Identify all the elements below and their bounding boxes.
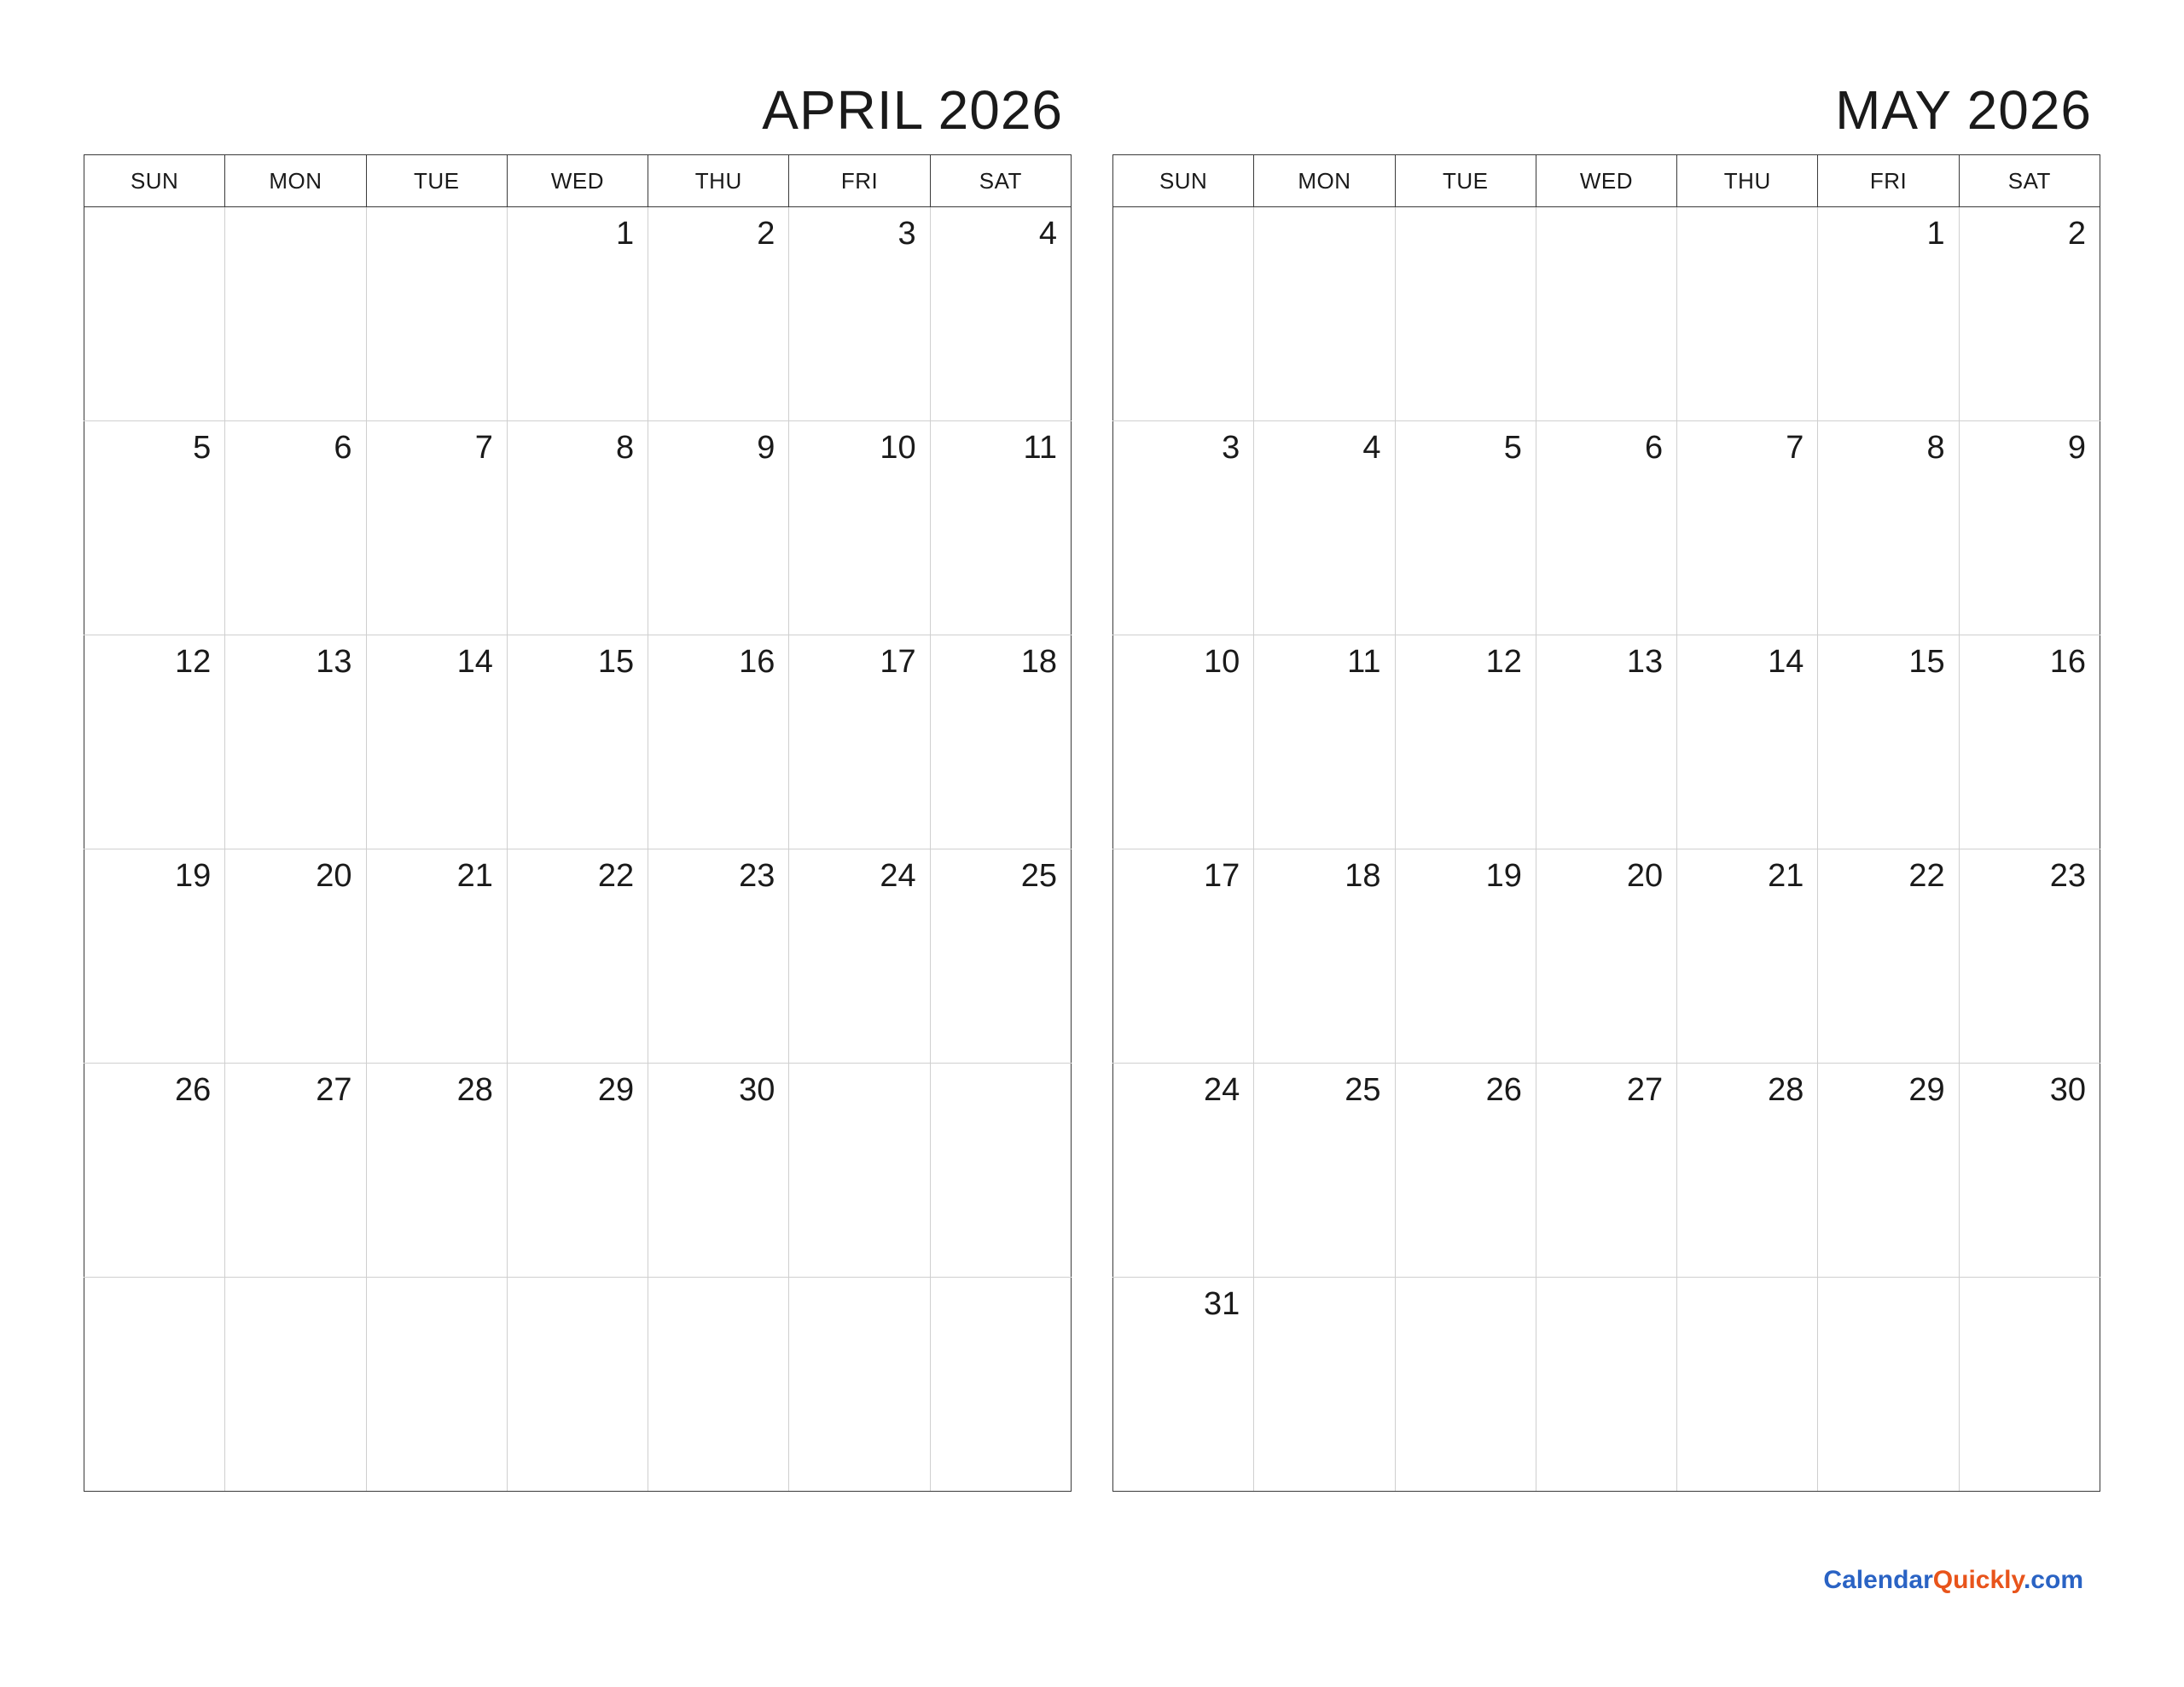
week-row — [84, 207, 1072, 421]
weekday-thu: THU — [1677, 155, 1818, 207]
day-cell[interactable]: 17 — [1113, 849, 1254, 1064]
weekday-sun: SUN — [1113, 155, 1254, 207]
day-cell[interactable]: 13 — [225, 635, 366, 849]
week-row — [1113, 421, 2100, 635]
day-cell[interactable] — [930, 1278, 1071, 1492]
day-cell[interactable]: 9 — [648, 421, 789, 635]
day-cell[interactable]: 6 — [225, 421, 366, 635]
day-cell[interactable]: 26 — [84, 1064, 225, 1278]
day-cell[interactable]: 22 — [507, 849, 648, 1064]
weekday-header-row — [84, 155, 1072, 207]
weekday-mon: MON — [225, 155, 366, 207]
day-cell[interactable]: 12 — [1395, 635, 1536, 849]
day-cell[interactable] — [84, 1278, 225, 1492]
calendar-title-april: APRIL 2026 — [762, 79, 1063, 141]
calendar-grid-april — [84, 154, 1072, 1492]
day-cell[interactable] — [1677, 1278, 1818, 1492]
weekday-header-row — [1113, 155, 2100, 207]
day-cell[interactable]: 7 — [1677, 421, 1818, 635]
day-cell[interactable]: 16 — [648, 635, 789, 849]
day-cell[interactable]: 29 — [1818, 1064, 1959, 1278]
day-cell[interactable]: 14 — [1677, 635, 1818, 849]
day-cell[interactable]: 24 — [1113, 1064, 1254, 1278]
day-cell[interactable]: 31 — [1113, 1278, 1254, 1492]
day-cell[interactable]: 12 — [84, 635, 225, 849]
weekday-tue: TUE — [366, 155, 507, 207]
weekday-thu: THU — [648, 155, 789, 207]
week-row — [84, 849, 1072, 1064]
calendar-grid-may — [1112, 154, 2100, 1492]
weekday-wed: WED — [507, 155, 648, 207]
weekday-mon: MON — [1254, 155, 1395, 207]
day-cell[interactable] — [1536, 207, 1676, 421]
day-cell[interactable]: 15 — [507, 635, 648, 849]
week-row — [84, 1278, 1072, 1492]
weekday-wed: WED — [1536, 155, 1676, 207]
weekday-sat: SAT — [1959, 155, 2100, 207]
week-row — [1113, 849, 2100, 1064]
day-cell[interactable] — [789, 1278, 930, 1492]
day-cell[interactable] — [225, 1278, 366, 1492]
day-cell[interactable]: 27 — [225, 1064, 366, 1278]
day-cell[interactable] — [1113, 207, 1254, 421]
day-cell[interactable]: 16 — [1959, 635, 2100, 849]
day-cell[interactable]: 23 — [1959, 849, 2100, 1064]
day-cell[interactable]: 4 — [930, 207, 1071, 421]
brand-part-calendar: Calendar — [1823, 1566, 1933, 1594]
day-cell[interactable]: 24 — [789, 849, 930, 1064]
calendar-pair — [84, 79, 2100, 1492]
calendar-april — [84, 79, 1072, 1492]
day-cell[interactable] — [1818, 1278, 1959, 1492]
day-cell[interactable] — [366, 207, 507, 421]
day-cell[interactable]: 19 — [1395, 849, 1536, 1064]
day-cell[interactable]: 9 — [1959, 421, 2100, 635]
site-branding[interactable] — [1823, 1566, 2083, 1595]
day-cell[interactable] — [930, 1064, 1071, 1278]
day-cell[interactable]: 29 — [507, 1064, 648, 1278]
calendar-title-may: MAY 2026 — [1835, 79, 2092, 141]
day-cell[interactable]: 8 — [1818, 421, 1959, 635]
day-cell[interactable]: 3 — [789, 207, 930, 421]
day-cell[interactable]: 3 — [1113, 421, 1254, 635]
day-cell[interactable] — [1959, 1278, 2100, 1492]
weekday-tue: TUE — [1395, 155, 1536, 207]
day-cell[interactable] — [648, 1278, 789, 1492]
weekday-sat: SAT — [930, 155, 1071, 207]
week-row — [84, 421, 1072, 635]
day-cell[interactable]: 1 — [1818, 207, 1959, 421]
day-cell[interactable]: 18 — [1254, 849, 1395, 1064]
day-cell[interactable] — [1395, 1278, 1536, 1492]
day-cell[interactable]: 25 — [930, 849, 1071, 1064]
day-cell[interactable]: 19 — [84, 849, 225, 1064]
day-cell[interactable]: 21 — [1677, 849, 1818, 1064]
day-cell[interactable]: 27 — [1536, 1064, 1676, 1278]
brand-part-domain: .com — [2023, 1566, 2083, 1594]
weekday-fri: FRI — [789, 155, 930, 207]
day-cell[interactable] — [1395, 207, 1536, 421]
day-cell[interactable] — [1254, 207, 1395, 421]
day-cell[interactable]: 20 — [225, 849, 366, 1064]
day-cell[interactable]: 26 — [1395, 1064, 1536, 1278]
day-cell[interactable]: 28 — [366, 1064, 507, 1278]
day-cell[interactable]: 17 — [789, 635, 930, 849]
day-cell[interactable]: 10 — [1113, 635, 1254, 849]
weekday-sun: SUN — [84, 155, 225, 207]
day-cell[interactable]: 11 — [930, 421, 1071, 635]
day-cell[interactable] — [789, 1064, 930, 1278]
day-cell[interactable]: 5 — [84, 421, 225, 635]
day-cell[interactable]: 2 — [648, 207, 789, 421]
day-cell[interactable] — [507, 1278, 648, 1492]
week-row — [1113, 1278, 2100, 1492]
calendar-may — [1112, 79, 2100, 1492]
day-cell[interactable]: 11 — [1254, 635, 1395, 849]
day-cell[interactable] — [1677, 207, 1818, 421]
day-cell[interactable] — [225, 207, 366, 421]
week-row — [1113, 635, 2100, 849]
day-cell[interactable]: 2 — [1959, 207, 2100, 421]
brand-part-quickly: Quickly — [1932, 1566, 2024, 1594]
week-row — [1113, 207, 2100, 421]
day-cell[interactable]: 8 — [507, 421, 648, 635]
day-cell[interactable]: 6 — [1536, 421, 1676, 635]
day-cell[interactable]: 18 — [930, 635, 1071, 849]
day-cell[interactable]: 21 — [366, 849, 507, 1064]
week-row — [1113, 1064, 2100, 1278]
day-cell[interactable]: 30 — [1959, 1064, 2100, 1278]
day-cell[interactable] — [366, 1278, 507, 1492]
day-cell[interactable]: 10 — [789, 421, 930, 635]
day-cell[interactable]: 15 — [1818, 635, 1959, 849]
day-cell[interactable]: 20 — [1536, 849, 1676, 1064]
day-cell[interactable]: 14 — [366, 635, 507, 849]
day-cell[interactable]: 30 — [648, 1064, 789, 1278]
day-cell[interactable]: 7 — [366, 421, 507, 635]
day-cell[interactable]: 22 — [1818, 849, 1959, 1064]
day-cell[interactable] — [1254, 1278, 1395, 1492]
day-cell-highlighted[interactable]: 25 — [1254, 1064, 1395, 1278]
day-cell[interactable]: 13 — [1536, 635, 1676, 849]
day-cell[interactable]: 5 — [1395, 421, 1536, 635]
week-row — [84, 635, 1072, 849]
day-cell[interactable] — [1536, 1278, 1676, 1492]
weekday-fri: FRI — [1818, 155, 1959, 207]
day-cell[interactable]: 4 — [1254, 421, 1395, 635]
week-row — [84, 1064, 1072, 1278]
day-cell[interactable]: 28 — [1677, 1064, 1818, 1278]
day-cell[interactable] — [84, 207, 225, 421]
day-cell[interactable]: 1 — [507, 207, 648, 421]
day-cell[interactable]: 23 — [648, 849, 789, 1064]
